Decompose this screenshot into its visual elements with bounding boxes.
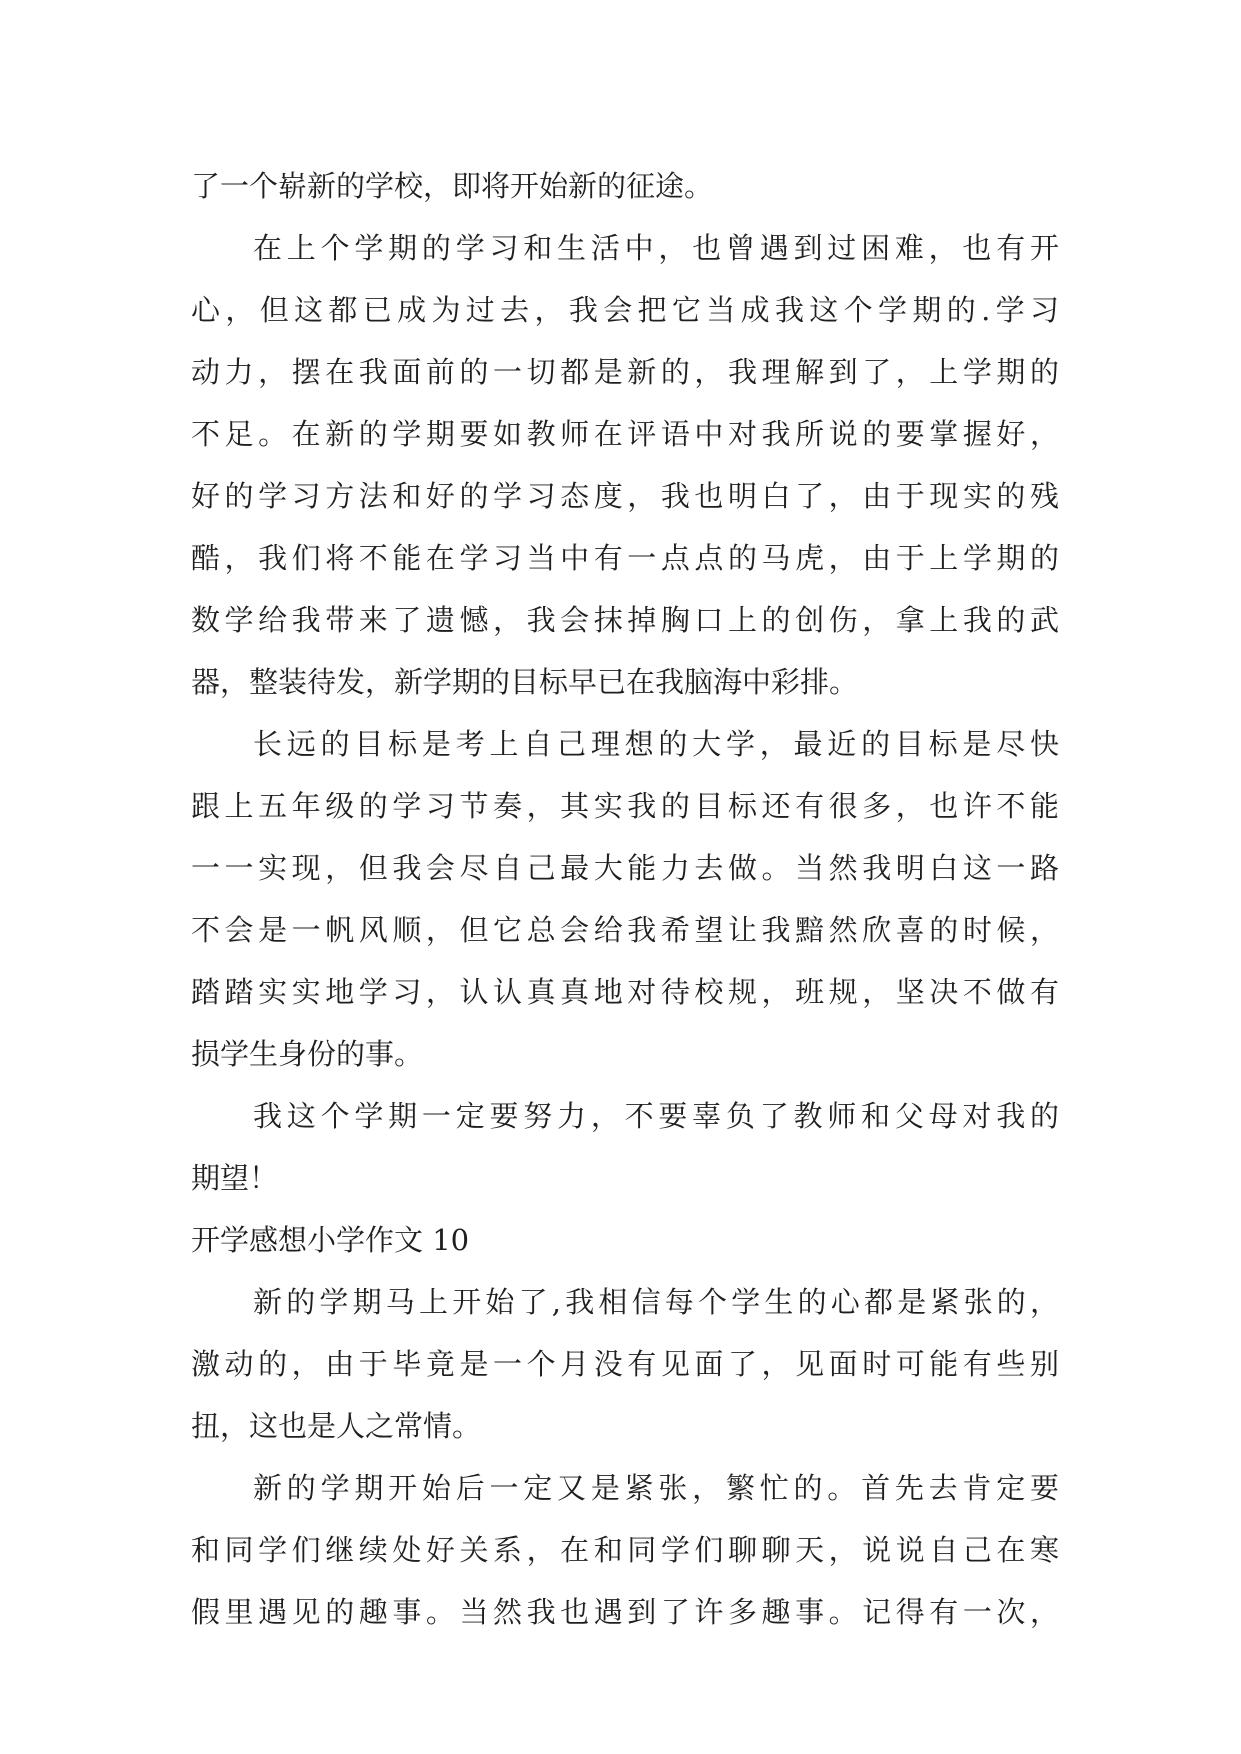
- text-line: 我这个学期一定要努力，不要辜负了教师和父母对我的: [253, 1099, 1059, 1133]
- text-line: 跟上五年级的学习节奏，其实我的目标还有很多，也许不能: [191, 789, 1059, 823]
- text-line: 激动的，由于毕竟是一个月没有见面了，见面时可能有些别: [191, 1347, 1059, 1381]
- text-line: 在上个学期的学习和生活中，也曾遇到过困难，也有开: [253, 231, 1059, 265]
- section-heading: 开学感想小学作文 10: [191, 1223, 470, 1257]
- text-line: 假里遇见的趣事。当然我也遇到了许多趣事。记得有一次，: [191, 1595, 1059, 1629]
- text-line: 损学生身份的事。: [191, 1037, 424, 1071]
- text-line: 不会是一帆风顺，但它总会给我希望让我黯然欣喜的时候，: [191, 913, 1059, 947]
- text-line: 新的学期开始后一定又是紧张，繁忙的。首先去肯定要: [253, 1471, 1059, 1505]
- text-line: 数学给我带来了遗憾，我会抹掉胸口上的创伤，拿上我的武: [191, 603, 1059, 637]
- text-line: 酷，我们将不能在学习当中有一点点的马虎，由于上学期的: [191, 541, 1059, 575]
- text-line: 心，但这都已成为过去，我会把它当成我这个学期的.学习: [191, 293, 1059, 327]
- text-line: 了一个崭新的学校，即将开始新的征途。: [191, 169, 714, 203]
- document-body: [191, 155, 1059, 1643]
- text-line: 不足。在新的学期要如教师在评语中对我所说的要掌握好，: [191, 417, 1059, 451]
- text-line: 好的学习方法和好的学习态度，我也明白了，由于现实的残: [191, 479, 1059, 513]
- text-line: 新的学期马上开始了,我相信每个学生的心都是紧张的，: [253, 1285, 1059, 1319]
- text-line: 长远的目标是考上自己理想的大学，最近的目标是尽快: [253, 727, 1059, 761]
- text-line: 期望！: [191, 1161, 279, 1195]
- text-line: 扭，这也是人之常情。: [191, 1409, 482, 1443]
- text-line: 动力，摆在我面前的一切都是新的，我理解到了，上学期的: [191, 355, 1059, 389]
- text-line: 和同学们继续处好关系，在和同学们聊聊天，说说自己在寒: [191, 1533, 1059, 1567]
- text-line: 踏踏实实地学习，认认真真地对待校规，班规，坚决不做有: [191, 975, 1059, 1009]
- text-line: 器，整装待发，新学期的目标早已在我脑海中彩排。: [191, 665, 859, 699]
- text-line: 一一实现，但我会尽自己最大能力去做。当然我明白这一路: [191, 851, 1059, 885]
